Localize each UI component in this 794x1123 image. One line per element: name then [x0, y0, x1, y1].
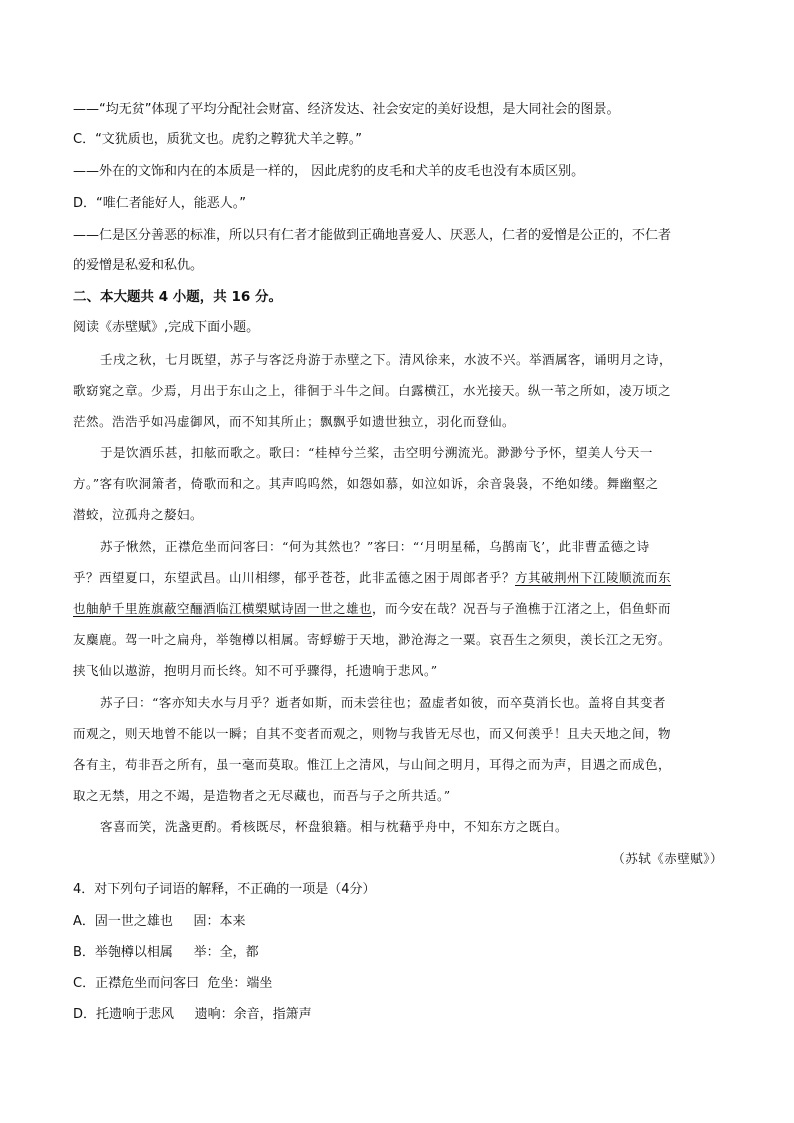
option-c: C．正襟危坐而问客曰 危坐：端坐 [73, 976, 273, 991]
passage-line: 苏子曰：“客亦知夫水与月乎？逝者如斯，而未尝往也；盈虚者如彼，而卒莫消长也。盖将自其变者 [100, 695, 666, 710]
option-a: A．固一世之雄也 固：本来 [73, 914, 246, 929]
option-b: B．举匏樽以相属 举：全，都 [73, 945, 259, 960]
passage-line [73, 568, 723, 588]
section-instruction: 阅读《赤壁赋》,完成下面小题。 [73, 320, 260, 335]
text-line: 的爱憎是私爱和私仇。 [73, 258, 204, 273]
passage-line: 方。”客有吹洞箫者，倚歌而和之。其声呜呜然，如怨如慕，如泣如诉，余音袅袅，不绝如缕。舞幽壑之 [73, 476, 659, 491]
passage-line: 茫然。浩浩乎如冯虚御风，而不知其所止；飘飘乎如遗世独立，羽化而登仙。 [73, 414, 516, 429]
underlined-sentence: 也舳舻千里旌旗蔽空酾酒临江横槊赋诗固一世之雄也 [73, 601, 373, 616]
passage-line: 歌窈窕之章。少焉，月出于东山之上，徘徊于斗牛之间。白露横江，水光接天。纵一苇之所如，凌万顷之 [73, 383, 672, 398]
passage-line: 而观之，则天地曾不能以一瞬；自其不变者而观之，则物与我皆无尽也，而又何羡乎！且夫天地之间，物 [73, 726, 672, 741]
option-d: D．托遗响于悲风 遗响：余音，指箫声 [73, 1007, 312, 1022]
passage-line: 各有主，苟非吾之所有，虽一毫而莫取。惟江上之清风，与山间之明月，耳得之而为声，目遇之而成色， [73, 757, 672, 772]
passage-segment: ，而今安在哉？况吾与子渔樵于江渚之上，侣鱼虾而 [372, 601, 672, 616]
passage-line [73, 599, 723, 619]
passage-line: 于是饮酒乐甚，扣舷而歌之。歌曰：“桂棹兮兰桨，击空明兮溯流光。渺渺兮予怀，望美人兮天一 [100, 445, 653, 460]
passage-line: 潜蛟，泣孤舟之嫠妇。 [73, 507, 204, 522]
option-d-quote: D．“唯仁者能好人，能恶人。” [73, 196, 246, 211]
passage-segment: 乎？西望夏口，东望武昌。山川相缪，郁乎苍苍，此非孟德之困于周郎者乎？ [73, 570, 516, 585]
passage-line: 挟飞仙以遨游，抱明月而长终。知不可乎骤得，托遗响于悲风。” [73, 663, 438, 678]
text-line: ——“均无贫”体现了平均分配社会财富、经济发达、社会安定的美好设想，是大同社会的图景。 [73, 102, 620, 117]
passage-line: 客喜而笑，洗盏更酌。肴核既尽，杯盘狼籍。相与枕藉乎舟中，不知东方之既白。 [100, 819, 569, 834]
question-stem: 4．对下列句子词语的解释，不正确的一项是（4分） [73, 882, 376, 897]
text-line: ——仁是区分善恶的标准，所以只有仁者才能做到正确地喜爱人、厌恶人，仁者的爱憎是公正的，不仁者 [73, 228, 672, 243]
text-line: ——外在的文饰和内在的本质是一样的， 因此虎豹的皮毛和犬羊的皮毛也没有本质区别。 [73, 164, 585, 179]
passage-source: （苏轼《赤壁赋》） [612, 851, 723, 866]
passage-line: 苏子愀然，正襟危坐而问客曰：“何为其然也？”客曰：“‘月明星稀，乌鹊南飞’，此非曹孟德之诗 [100, 539, 650, 554]
passage-line: 取之无禁，用之不竭，是造物者之无尽藏也，而吾与子之所共适。” [73, 788, 451, 803]
underlined-sentence: 方其破荆州下江陵顺流而东 [515, 570, 672, 585]
option-c-quote: C．“文犹质也，质犹文也。虎豹之鞟犹犬羊之鞟。” [73, 132, 363, 147]
section-heading: 二、本大题共 4 小题，共 16 分。 [73, 289, 282, 305]
passage-line: 壬戌之秋，七月既望，苏子与客泛舟游于赤壁之下。清风徐来，水波不兴。举酒属客，诵明月之诗， [100, 352, 673, 367]
passage-line: 友麋鹿。驾一叶之扁舟，举匏樽以相属。寄蜉蝣于天地，渺沧海之一粟。哀吾生之须臾，羡长江之无穷。 [73, 632, 672, 647]
